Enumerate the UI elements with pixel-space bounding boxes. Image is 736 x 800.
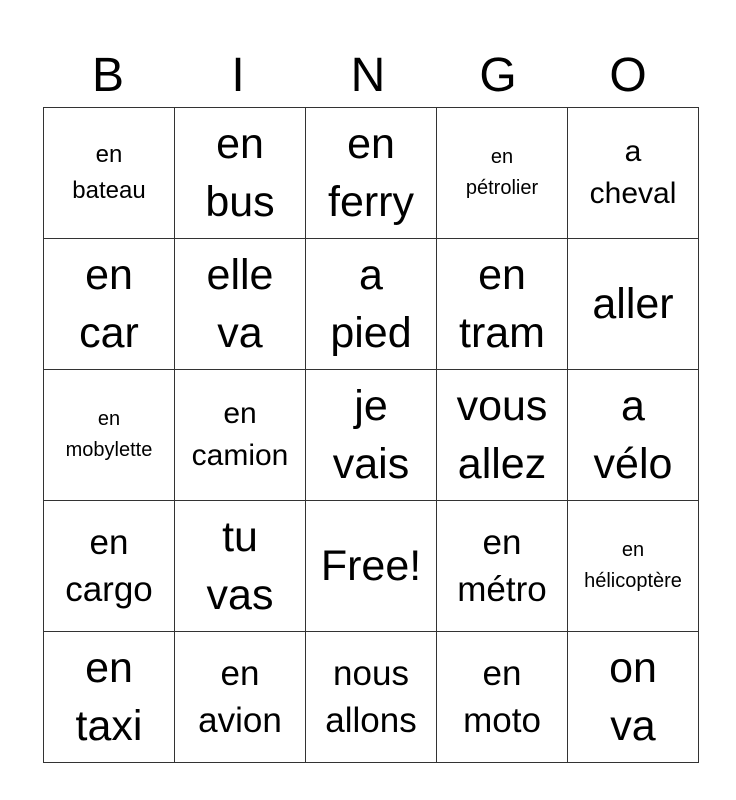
bingo-cell[interactable] xyxy=(568,370,699,501)
cell-text: a vélo xyxy=(593,382,673,488)
bingo-cell[interactable] xyxy=(175,370,306,501)
cell-text: en moto xyxy=(463,654,541,740)
cell-text: en camion xyxy=(191,397,289,472)
cell-text: tu vas xyxy=(206,513,274,619)
cell-text: elle va xyxy=(206,251,274,357)
header-letter-g: G xyxy=(479,49,517,102)
bingo-cell[interactable] xyxy=(568,632,699,763)
bingo-cell[interactable] xyxy=(568,108,699,239)
cell-text: en ferry xyxy=(328,120,414,226)
cell-text: en bus xyxy=(205,120,275,226)
bingo-cell[interactable] xyxy=(568,501,699,632)
cell-text: aller xyxy=(592,280,674,328)
bingo-cell[interactable] xyxy=(44,370,175,501)
grid-row xyxy=(44,370,699,501)
bingo-cell[interactable] xyxy=(175,108,306,239)
cell-text: en bateau xyxy=(72,141,146,204)
bingo-cell[interactable] xyxy=(44,632,175,763)
cell-text: en hélicoptère xyxy=(584,539,682,592)
bingo-cell[interactable] xyxy=(44,108,175,239)
bingo-cell[interactable] xyxy=(437,501,568,632)
bingo-grid xyxy=(43,107,699,763)
bingo-cell[interactable] xyxy=(175,632,306,763)
bingo-cell[interactable] xyxy=(306,632,437,763)
bingo-cell[interactable] xyxy=(568,239,699,370)
cell-text: en métro xyxy=(457,523,547,609)
bingo-cell[interactable] xyxy=(175,239,306,370)
cell-text: en taxi xyxy=(75,644,143,750)
cell-text: a cheval xyxy=(589,135,677,210)
bingo-cell[interactable] xyxy=(44,239,175,370)
cell-text: en car xyxy=(79,251,139,357)
bingo-cell[interactable] xyxy=(306,239,437,370)
cell-text: en tram xyxy=(459,251,545,357)
bingo-cell[interactable] xyxy=(437,370,568,501)
bingo-cell[interactable] xyxy=(306,108,437,239)
bingo-cell[interactable] xyxy=(437,632,568,763)
cell-text: en mobylette xyxy=(65,408,153,461)
bingo-cell[interactable] xyxy=(306,370,437,501)
bingo-cell[interactable] xyxy=(175,501,306,632)
header-letter-i: I xyxy=(231,49,245,102)
cell-text: a pied xyxy=(330,251,412,357)
cell-text: vous allez xyxy=(456,382,548,488)
bingo-cell[interactable] xyxy=(437,239,568,370)
bingo-header xyxy=(43,45,693,107)
grid-row xyxy=(44,501,699,632)
header-letter-n: N xyxy=(350,49,386,102)
bingo-cell[interactable] xyxy=(44,501,175,632)
header-letter-o: O xyxy=(609,49,647,102)
free-space-label: Free! xyxy=(320,542,422,590)
cell-text: on va xyxy=(609,644,657,750)
free-space-cell[interactable] xyxy=(306,501,437,632)
cell-text: je vais xyxy=(332,382,410,488)
grid-row xyxy=(44,632,699,763)
grid-row xyxy=(44,239,699,370)
bingo-cell[interactable] xyxy=(437,108,568,239)
header-letter-b: B xyxy=(91,49,124,102)
cell-text: nous allons xyxy=(325,654,417,740)
cell-text: en pétrolier xyxy=(465,146,539,199)
cell-text: en cargo xyxy=(65,523,153,609)
grid-row xyxy=(44,108,699,239)
cell-text: en avion xyxy=(198,654,282,740)
